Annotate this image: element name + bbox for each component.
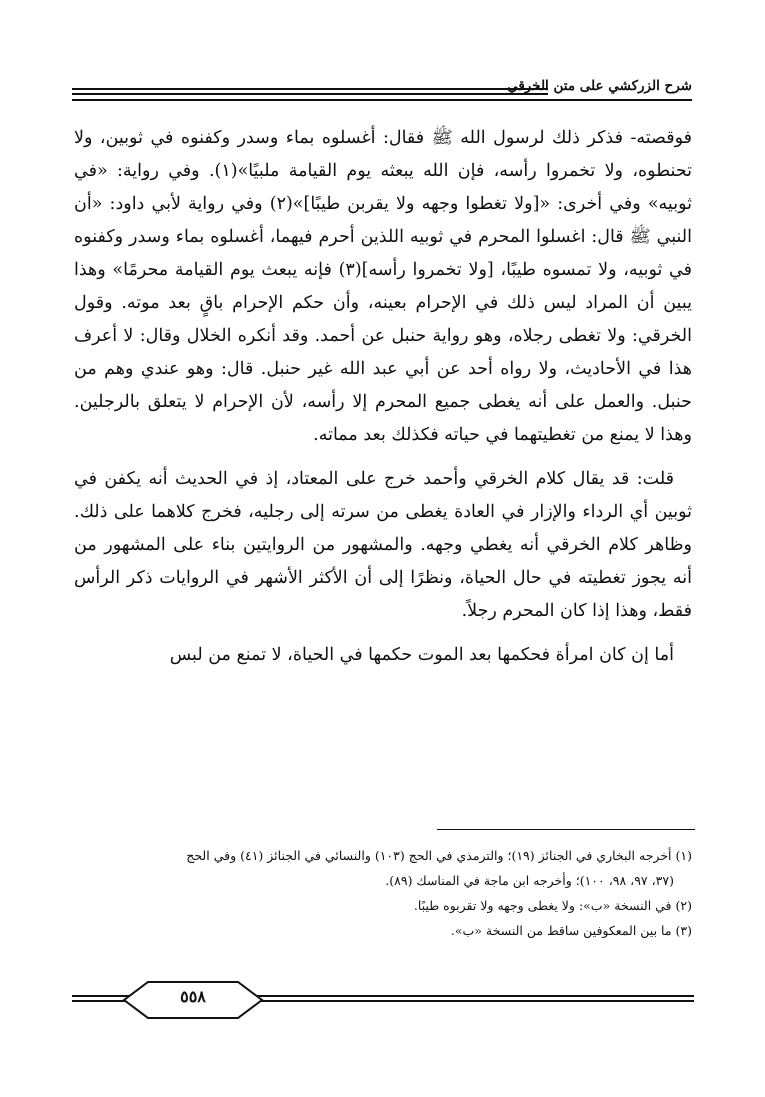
page-number: ٥٥٨ <box>180 987 206 1006</box>
footnote-2: (٢) في النسخة «ب»: ولا يغطى وجهه ولا تقربوه طيبًا. <box>413 898 692 913</box>
page-footer <box>72 978 694 1022</box>
main-text <box>74 122 692 672</box>
footnotes <box>74 843 692 943</box>
paragraph-1: فوقصته- فذكر ذلك لرسول الله ﷺ فقال: أغسلوه بماء وسدر وكفنوه في ثوبين، ولا تحنطوه، ولا تخمروا رأسه، فإن الله يبعثه يوم القيامة ملبيًا»(١). وفي رواية: «في ثوبيه» وفي أخرى: «[ولا تغطوا وجهه ولا يقربن طيبًا]»(٢) وفي رواية لأبي داود: «أن النبي ﷺ قال: اغسلوا المحرم في ثوبيه اللذين أحرم فيهما، أغسلوه بماء وسدر وكفنوه في ثوبيه، ولا تمسوه طيبًا، [ولا تخمروا رأسه](٣) فإنه يبعث يوم القيامة محرمًا» وهذا يبين أن المراد ليس ذلك في الإحرام بعينه، وأن حكم الإحرام باقٍ بعد موته. وقول الخرقي: ولا تغطى رجلاه، وهو رواية حنبل عن أحمد. وقد أنكره الخلال وقال: لا أعرف هذا في الأحاديث، ولا رواه أحد عن أبي عبد الله غير حنبل. قال: وهو عندي وهم من حنبل. والعمل على أنه يغطى جميع المحرم إلا رأسه، لأن الإحرام لا يتعلق بالرجلين. وهذا لا يمنع من تغطيتهما في حياته فكذلك بعد مماته. <box>74 128 693 445</box>
footnote-1-continued: (٣٧، ٩٧، ٩٨، ١٠٠)؛ وأخرجه ابن ماجة في المناسك (٨٩). <box>385 873 674 888</box>
footnote-separator <box>437 829 695 830</box>
header-rule-middle <box>72 93 548 95</box>
footnote-3: (٣) ما بين المعكوفين ساقط من النسخة «ب». <box>450 923 692 938</box>
paragraph-2: قلت: قد يقال كلام الخرقي وأحمد خرج على المعتاد، إذ في الحديث أنه يكفن في ثوبين أي الرداء والإزار في العادة يغطى من سرته إلى رجليه، فخرج كلاهما على ذلك. وظاهر كلام الخرقي أنه يغطي وجهه. والمشهور من الروايتين بناء على المشهور من أنه يجوز تغطيته في حال الحياة، ونظرًا إلى أن الأكثر الأشهر في الروايات ذكر الرأس فقط، وهذا إذا كان المحرم رجلاً. <box>74 469 692 621</box>
header-rule-top <box>72 88 548 90</box>
running-header <box>72 78 692 108</box>
footnote-1: (١) أخرجه البخاري في الجنائز (١٩)؛ والترمذي في الحج (١٠٣) والنسائي في الجنائز (٤١) وفي الحج <box>186 848 692 863</box>
paragraph-3: أما إن كان امرأة فحكمها بعد الموت حكمها في الحياة، لا تمنع من لبس <box>169 645 674 665</box>
header-rule-bottom <box>72 99 692 101</box>
book-title: شرح الزركشي على متن الخرقي <box>507 78 692 94</box>
